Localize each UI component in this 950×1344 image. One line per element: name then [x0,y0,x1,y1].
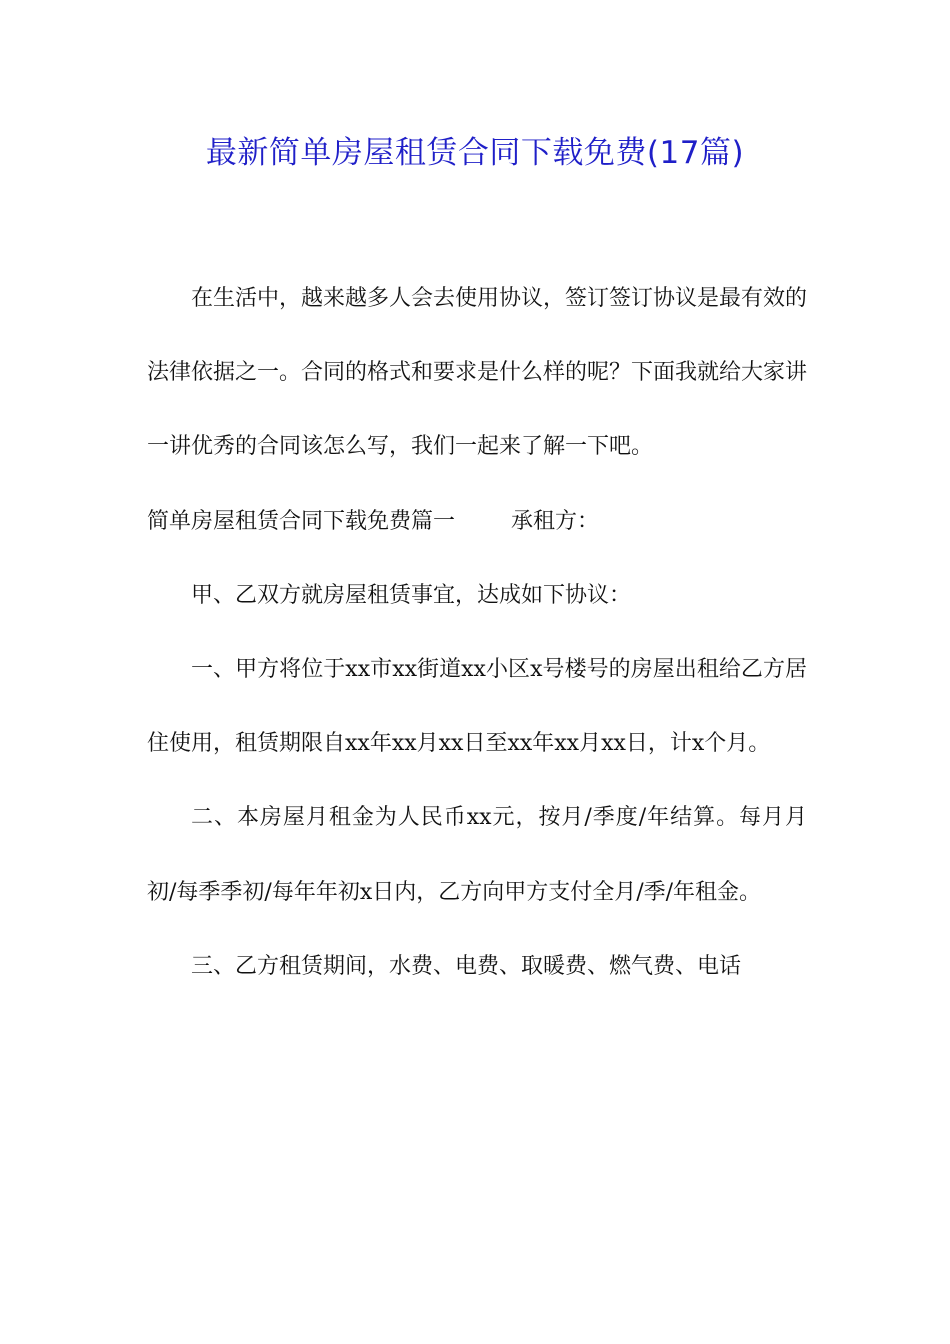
clause-2-paragraph: 二、本房屋月租金为人民币xx元，按月/季度/年结算。每月月初/每季季初/每年年初x日内，乙方向甲方支付全月/季/年租金。 [147,805,807,905]
agreement-intro-paragraph: 甲、乙双方就房屋租赁事宜，达成如下协议： [191,582,632,608]
intro-paragraph: 在生活中，越来越多人会去使用协议，签订签订协议是最有效的法律依据之一。合同的格式和要求是什么样的呢？下面我就给大家讲一讲优秀的合同该怎么写，我们一起来了解一下吧。 [147,286,808,460]
document-body [147,262,807,1004]
clause-3-paragraph: 三、乙方租赁期间，水费、电费、取暖费、燃气费、电话 [191,953,742,979]
section-heading-line [147,485,807,559]
document-title: 最新简单房屋租赁合同下载免费(17篇) [205,135,745,171]
section-heading: 简单房屋租赁合同下载免费篇一 [147,508,456,534]
lessee-label: 承租方： [511,508,600,534]
clause-1-paragraph: 一、甲方将位于xx市xx街道xx小区x号楼号的房屋出租给乙方居住使用，租赁期限自xx年xx月xx日至xx年xx月xx日，计x个月。 [147,657,807,757]
